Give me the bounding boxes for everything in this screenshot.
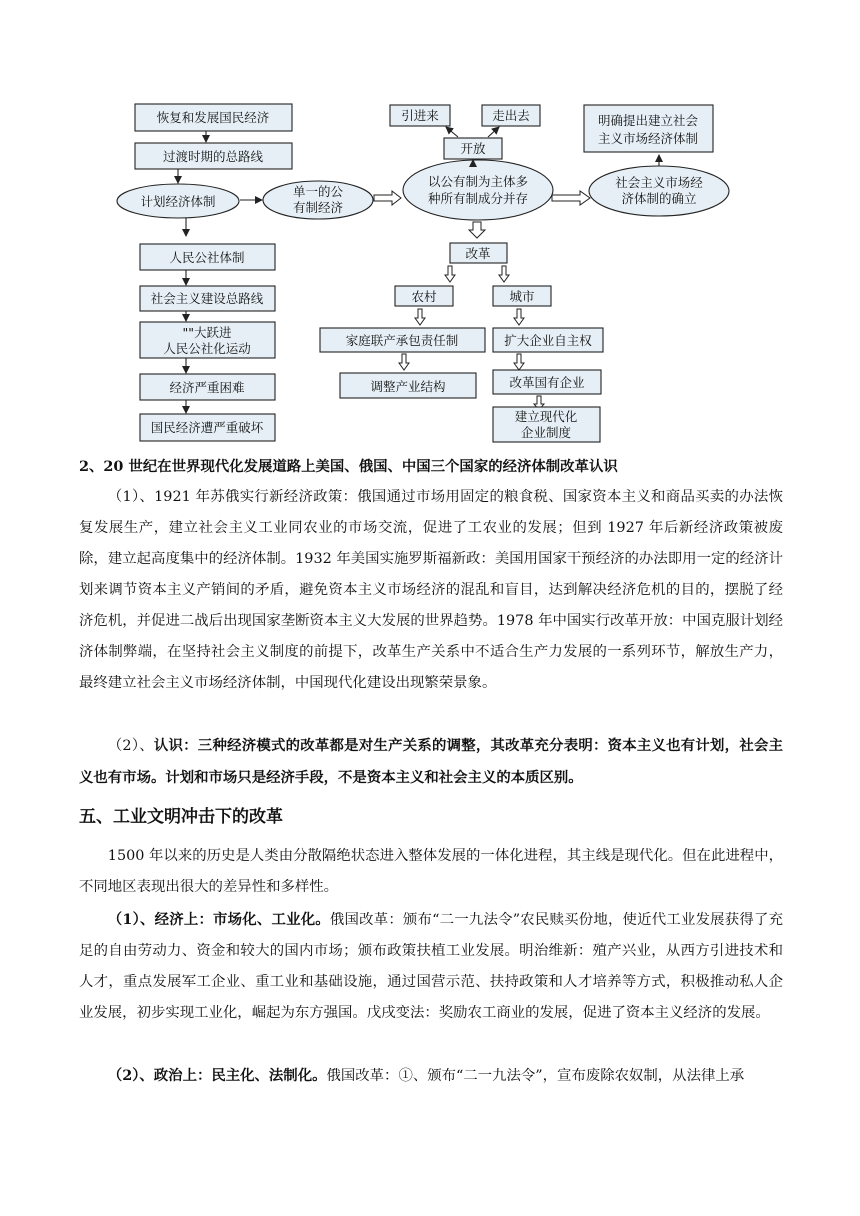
node-propose-market-economy — [584, 105, 713, 152]
svg-text:过渡时期的总路线: 过渡时期的总路线 — [162, 149, 264, 164]
svg-text:城市: 城市 — [509, 289, 535, 304]
svg-text:有制经济: 有制经济 — [292, 200, 344, 215]
svg-text:恢复和发展国民经济: 恢复和发展国民经济 — [156, 110, 270, 125]
node-reform-soe — [493, 370, 601, 394]
svg-text:经济严重困难: 经济严重困难 — [169, 380, 245, 395]
svg-text:济体制的确立: 济体制的确立 — [621, 191, 697, 206]
svg-text:单一的公: 单一的公 — [292, 184, 344, 199]
node-household-contract — [320, 328, 485, 352]
node-economic-difficulty — [140, 374, 275, 400]
node-city — [493, 286, 551, 306]
politics-lead: （2）、政治上：民主化、法制化。 — [107, 1067, 327, 1084]
paragraph-2-conclusion: 认识：三种经济模式的改革都是对生产关系的调整，其改革充分表明：资本主义也有计划，社会主义也有市场。计划和市场只是经济手段，不是资本主义和社会主义的本质区别。 — [79, 737, 783, 786]
node-adjust-industry — [340, 373, 476, 398]
svg-text:农村: 农村 — [411, 289, 437, 304]
svg-text:调整产业结构: 调整产业结构 — [370, 379, 446, 394]
svg-text:企业制度: 企业制度 — [520, 425, 572, 440]
svg-text:计划经济体制: 计划经济体制 — [140, 194, 216, 209]
svg-text:社会主义建设总路线: 社会主义建设总路线 — [150, 291, 264, 306]
svg-text:以公有制为主体多: 以公有制为主体多 — [427, 174, 529, 189]
paragraph-2-prefix: （2）、 — [107, 738, 154, 754]
node-recover-economy — [135, 104, 292, 131]
section5-intro: 1500 年以来的历史是人类由分散隔绝状态进入整体发展的一体化进程，其主线是现代化。但在此进程中，不同地区表现出很大的差异性和多样性。 — [79, 848, 783, 895]
svg-text:改革: 改革 — [465, 246, 491, 261]
node-economy-destroyed — [140, 414, 275, 441]
section5-heading: 五、工业文明冲击下的改革 — [79, 807, 283, 827]
node-commune-system — [140, 244, 275, 270]
node-transition-line — [135, 143, 292, 169]
svg-text:""大跃进: ""大跃进 — [182, 325, 232, 340]
node-expand-autonomy — [493, 328, 603, 352]
economic-system-flowchart — [0, 0, 860, 450]
svg-text:主义市场经济体制: 主义市场经济体制 — [597, 131, 699, 146]
node-bring-in — [390, 105, 450, 126]
node-construction-line — [140, 286, 275, 311]
economy-lead: （1）、经济上：市场化、工业化。 — [107, 911, 330, 928]
section2-paragraph-1: （1）、1921 年苏俄实行新经济政策：俄国通过市场用固定的粮食税、国家资本主义和商品买卖的办法恢复发展生产，建立社会主义工业同农业的市场交流，促进了工农业的发展；但到 1927 年后新经济政策被废除，建立起高度集中的经济体制。1932 年美国实施罗斯福新政：美国用国家干预经济的办法即用一定的经济计划来调节资本主义产销间的矛盾，避免资本主义市场经济的混乱和盲目，达到解决经济危机的目的，摆脱了经济危机，并促进二战后出现国家垄断资本主义大发展的世界趋势。1978 年中国实行改革开放：中国克服计划经济体制弊端，在坚持社会主义制度的前提下，改革生产关系中不适合生产力发展的一系列环节，解放生产力，最终建立社会主义市场经济体制，中国现代化建设出现繁荣景象。 — [79, 489, 783, 691]
svg-text:社会主义市场经: 社会主义市场经 — [615, 175, 703, 190]
svg-text:扩大企业自主权: 扩大企业自主权 — [504, 333, 592, 348]
svg-text:家庭联产承包责任制: 家庭联产承包责任制 — [345, 333, 459, 348]
node-planned-economy — [117, 184, 239, 218]
node-rural — [395, 286, 453, 306]
node-great-leap — [140, 322, 275, 358]
section2-title: 2、20 世纪在世界现代化发展道路上美国、俄国、中国三个国家的经济体制改革认识 — [79, 458, 618, 475]
node-single-public-ownership — [263, 181, 373, 219]
section2-paragraph-2 — [79, 730, 783, 794]
node-go-out — [482, 105, 540, 126]
svg-text:走出去: 走出去 — [492, 108, 530, 123]
economy-text: 俄国改革：颁布“二一九法令”农民赎买份地，使近代工业发展获得了充足的自由劳动力、资金和较大的国内市场；颁布政策扶植工业发展。明治维新：殖产兴业，从西方引进技术和人才，重点发展军工企业、重工业和基础设施，通过国营示范、扶持政策和人才培养等方式，积极推动私人企业发展，初步实现工业化，崛起为东方强国。戊戌变法：奖励农工商业的发展，促进了资本主义经济的发展。 — [79, 912, 783, 1021]
svg-text:建立现代化: 建立现代化 — [514, 409, 578, 424]
section5-politics-paragraph — [79, 1060, 783, 1092]
section5-economy-paragraph — [79, 904, 783, 1029]
node-market-economy-established — [589, 166, 729, 216]
svg-text:人民公社体制: 人民公社体制 — [169, 250, 245, 265]
node-reform — [450, 243, 507, 263]
svg-text:明确提出建立社会: 明确提出建立社会 — [597, 113, 699, 128]
node-mixed-ownership — [403, 160, 553, 220]
node-opening — [444, 138, 502, 159]
svg-text:引进来: 引进来 — [401, 108, 439, 123]
politics-text: 俄国改革：①、颁布“二一九法令”，宣布废除农奴制，从法律上承 — [326, 1068, 745, 1084]
svg-text:国民经济遭严重破坏: 国民经济遭严重破坏 — [150, 420, 264, 435]
node-modern-enterprise — [493, 407, 600, 442]
svg-text:人民公社化运动: 人民公社化运动 — [163, 341, 251, 356]
svg-text:改革国有企业: 改革国有企业 — [509, 375, 585, 390]
svg-text:开放: 开放 — [460, 141, 486, 156]
svg-text:种所有制成分并存: 种所有制成分并存 — [427, 191, 529, 206]
